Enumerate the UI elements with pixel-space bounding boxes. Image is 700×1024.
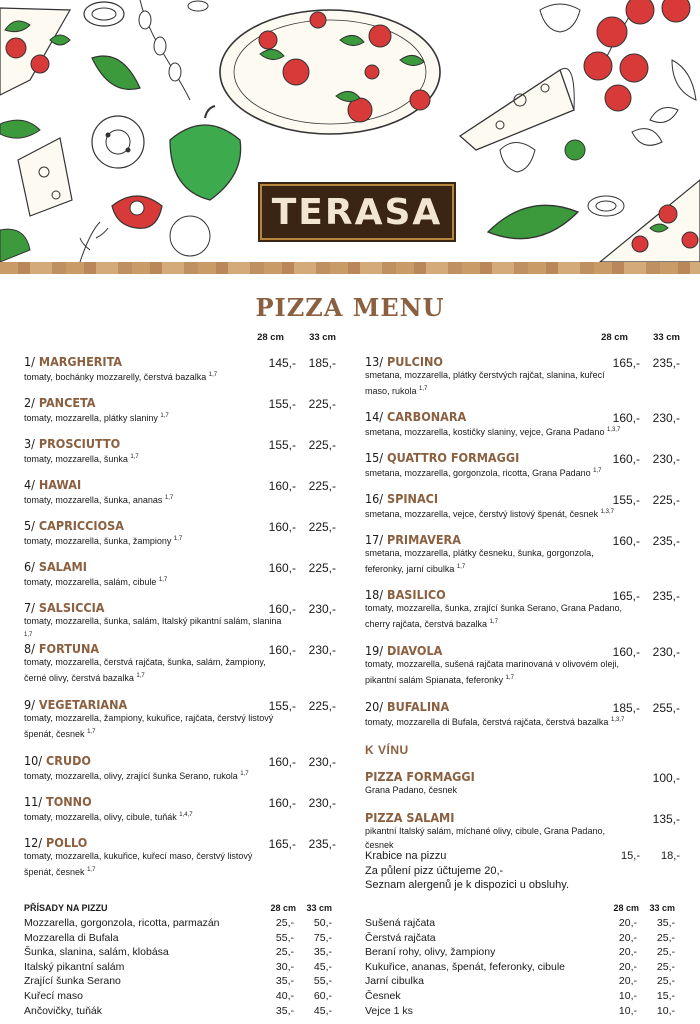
- pizza-number: 18/: [365, 587, 384, 602]
- pizza-ingredients: tomaty, mozzarella, plátky slaniny: [24, 413, 158, 423]
- pizza-name: QUATTRO FORMAGGI: [387, 450, 520, 465]
- allergen-note: Seznam alergenů je k dispozici u obsluhy.: [365, 879, 570, 891]
- logo-text: TERASA: [271, 191, 443, 233]
- size-28-label: 28 cm: [257, 332, 284, 343]
- pizza-name: VEGETARIANA: [38, 697, 128, 712]
- pizza-name: PRIMAVERA: [387, 532, 461, 547]
- pizza-column-left: [24, 332, 336, 877]
- pizza-price-33: 230,-: [308, 796, 336, 810]
- pizza-price-28: 160,-: [268, 561, 296, 575]
- pizza-ingredients: tomaty, mozzarella di Bufala, čerstvá rajčata, čerstvá bazalka: [365, 717, 609, 727]
- pizza-item: [24, 600, 336, 644]
- pizza-name: SALAMI: [38, 559, 87, 574]
- pizza-number: 11/: [24, 794, 43, 809]
- pizza-item: [24, 559, 336, 590]
- pizza-ingredients: tomaty, mozzarella, šunka, salám, Italský pikantní salám, slanina: [24, 616, 282, 626]
- topping-price-28: 20,-: [618, 960, 637, 973]
- topping-price-28: 10,-: [618, 989, 637, 1002]
- topping-price-33: 45,-: [313, 1004, 332, 1017]
- leaf-left-illustration: [0, 120, 40, 138]
- topping-row: [24, 975, 334, 990]
- pizza-price-28: 160,-: [612, 645, 640, 659]
- pizza-number: 2/: [24, 395, 35, 410]
- pizza-allergens: 1,7: [24, 631, 33, 638]
- tomato-half-illustration: [92, 116, 144, 168]
- topping-price-28: 20,-: [618, 917, 637, 929]
- pizza-item: [365, 587, 680, 631]
- topping-row: [24, 990, 334, 1005]
- size-28-label: 28 cm: [601, 332, 628, 343]
- topping-name: Sušená rajčata: [365, 917, 436, 929]
- pizza-ingredients: tomaty, mozzarella, salám, cibule: [24, 577, 157, 587]
- pizza-ingredients-line: [24, 809, 284, 825]
- topping-row: [24, 917, 334, 932]
- topping-price-28: 20,-: [618, 946, 637, 959]
- pizza-ingredients: smetana, mozzarella, gorgonzola, ricotta, Grana Padano: [365, 468, 591, 478]
- leaf-bottom-left-illustration: [0, 229, 30, 262]
- topping-price-28: 40,-: [275, 989, 294, 1002]
- extras-block: [365, 849, 680, 893]
- pizza-number: 5/: [24, 518, 35, 533]
- pizza-slice-left-illustration: [0, 8, 70, 95]
- pizza-number: 1/: [24, 354, 35, 369]
- topping-price-33: 45,-: [313, 960, 332, 973]
- pizza-slice-right-illustration: [600, 180, 700, 262]
- pizza-price-28: 165,-: [612, 589, 640, 603]
- pizza-ingredients-line: [24, 850, 284, 879]
- pizza-ingredients: tomaty, mozzarella, šunka: [24, 454, 128, 464]
- pizza-price-28: 160,-: [612, 534, 640, 548]
- k-vinu-item-name: PIZZA FORMAGGI: [365, 769, 475, 784]
- topping-row: [365, 975, 677, 990]
- pizza-price-33: 235,-: [652, 534, 680, 548]
- pizza-price-33: 235,-: [652, 589, 680, 603]
- topping-row: [24, 946, 334, 961]
- red-pepper-ring-illustration: [112, 196, 162, 228]
- size-33-label: 33 cm: [649, 903, 675, 913]
- pizza-price-33: 225,-: [308, 520, 336, 534]
- pizza-number: 12/: [24, 835, 43, 850]
- bowl-illustration: [84, 2, 124, 26]
- k-vinu-item-price: 100,-: [652, 771, 680, 785]
- pizza-allergens: 1,7: [240, 771, 249, 777]
- pizza-ingredients: tomaty, mozzarella, šunka, ananas: [24, 495, 163, 505]
- pizza-allergens: 1,7: [130, 454, 139, 460]
- toppings-header: [365, 903, 677, 917]
- pizza-number: 3/: [24, 436, 35, 451]
- size-33-label: 33 cm: [309, 332, 336, 343]
- pizza-ingredients-line: [24, 369, 284, 385]
- size-33-label: 33 cm: [653, 332, 680, 343]
- pizza-price-33: 225,-: [308, 699, 336, 713]
- pizza-price-28: 155,-: [612, 493, 640, 507]
- pizza-box-price-28: 15,-: [621, 850, 640, 862]
- topping-row: [365, 990, 677, 1005]
- pizza-price-33: 225,-: [308, 438, 336, 452]
- pizza-item: [24, 436, 336, 467]
- pizza-name: CRUDO: [46, 753, 91, 768]
- topping-name: Čerstvá rajčata: [365, 931, 436, 944]
- topping-row: [24, 961, 334, 976]
- pizza-ingredients-line: [24, 410, 284, 426]
- pizza-ingredients: tomaty, mozzarella, žampiony, kukuřice, rajčata, čerstvý listový špenát, česnek: [24, 713, 274, 739]
- page-title: PIZZA MENU: [255, 293, 445, 322]
- pizza-item: [365, 450, 680, 481]
- pizza-item: [365, 643, 680, 687]
- pizza-allergens: 1,7: [158, 577, 168, 583]
- pizza-ingredients-line: [24, 615, 284, 644]
- topping-price-28: 10,-: [618, 1004, 637, 1017]
- pizza-price-28: 155,-: [268, 699, 296, 713]
- pizza-name: MARGHERITA: [38, 354, 123, 369]
- pizza-price-33: 230,-: [652, 411, 680, 425]
- pizza-price-28: 155,-: [268, 438, 296, 452]
- pizza-ingredients-line: [365, 547, 625, 576]
- size-header-right: [365, 332, 680, 346]
- pizza-allergens: 1,7: [160, 413, 169, 419]
- toppings-heading: PŘÍSADY NA PIZZU: [24, 903, 108, 913]
- pizza-name: CARBONARA: [387, 409, 467, 424]
- pizza-price-28: 160,-: [268, 796, 296, 810]
- topping-price-33: 35,-: [313, 946, 332, 959]
- header-illustration: [0, 0, 700, 262]
- topping-price-33: 60,-: [313, 989, 332, 1002]
- topping-price-33: 75,-: [313, 931, 332, 944]
- pizza-price-33: 225,-: [308, 479, 336, 493]
- pizza-item: [365, 532, 680, 576]
- topping-price-33: 10,-: [656, 1004, 675, 1017]
- pizza-ingredients-line: [24, 451, 284, 467]
- pizza-ingredients-line: [24, 533, 284, 549]
- pizza-box-label: Krabice na pizzu: [365, 850, 447, 862]
- pizza-ingredients-line: [365, 465, 625, 481]
- pizza-name: POLLO: [46, 835, 88, 850]
- topping-name: Mozzarella di Bufala: [24, 931, 119, 944]
- pizza-column-right: [365, 332, 680, 891]
- basil-leaf-right-illustration: [488, 205, 578, 238]
- toppings-table-right: [365, 903, 677, 1019]
- cheese-wedge-illustration: [460, 68, 574, 150]
- pizza-number: 6/: [24, 559, 35, 574]
- pizza-allergens: 1,7: [173, 536, 183, 542]
- size-33-label: 33 cm: [306, 903, 332, 913]
- topping-row: [365, 1005, 677, 1020]
- topping-price-28: 25,-: [275, 946, 294, 959]
- pizza-number: 4/: [24, 477, 35, 492]
- topping-name: Mozzarella, gorgonzola, ricotta, parmazán: [24, 917, 220, 929]
- pizza-item: [365, 409, 680, 440]
- pizza-name: PULCINO: [387, 354, 443, 369]
- topping-price-28: 20,-: [618, 975, 637, 988]
- k-vinu-item-ingredients: pikantní Italský salám, míchané olivy, cibule, Grana Padano, česnek: [365, 826, 605, 850]
- topping-price-28: 35,-: [275, 1004, 294, 1017]
- pizza-price-33: 255,-: [652, 701, 680, 715]
- pizza-ingredients: smetana, mozzarella, kostičky slaniny, vejce, Grana Padano: [365, 427, 605, 437]
- pizza-ingredients-line: [24, 574, 284, 590]
- pizza-item: [24, 697, 336, 741]
- pizza-item: [24, 477, 336, 508]
- green-pepper-illustration: [170, 106, 241, 200]
- pizza-name: HAWAI: [38, 477, 82, 492]
- topping-name: Kuřecí maso: [24, 989, 83, 1002]
- pizza-price-28: 160,-: [268, 602, 296, 616]
- pizza-ingredients: smetana, mozzarella, plátky čerstvých rajčat, slanina, kuřecí maso, rukola: [365, 370, 605, 396]
- cheese-left-illustration: [18, 138, 72, 216]
- topping-row: [24, 1005, 334, 1020]
- pizza-ingredients: tomaty, mozzarella, sušená rajčata marinovaná v olivovém oleji, pikantní salám Spianata, feferonky: [365, 659, 619, 685]
- pizza-item: [24, 354, 336, 385]
- pizza-box-row: [365, 849, 680, 864]
- pizza-allergens: 1,7: [136, 672, 145, 679]
- k-vinu-item: [365, 769, 680, 798]
- topping-price-33: 25,-: [656, 960, 675, 973]
- half-pizza-note: Za půlení pizz účtujeme 20,-: [365, 864, 504, 877]
- pizza-price-28: 160,-: [268, 643, 296, 657]
- pizza-price-28: 160,-: [268, 755, 296, 769]
- pizza-name: TONNO: [46, 794, 92, 809]
- pizza-item: [24, 641, 336, 685]
- pizza-price-28: 165,-: [612, 356, 640, 370]
- pizza-number: 7/: [24, 600, 35, 615]
- pizza-price-28: 155,-: [268, 397, 296, 411]
- topping-row: [365, 946, 677, 961]
- topping-price-33: 35,-: [656, 917, 675, 929]
- pizza-price-33: 235,-: [652, 356, 680, 370]
- pizza-price-28: 160,-: [268, 520, 296, 534]
- topping-name: Kukuřice, ananas, špenát, feferonky, cibule: [365, 960, 566, 973]
- topping-row: [365, 961, 677, 976]
- onion-rings-illustration: [588, 196, 624, 216]
- pizza-price-28: 160,-: [612, 452, 640, 466]
- size-28-label: 28 cm: [270, 903, 296, 913]
- pizza-name: BASILICO: [387, 587, 446, 602]
- pizza-price-33: 225,-: [652, 493, 680, 507]
- pizza-price-33: 230,-: [308, 643, 336, 657]
- pizza-ingredients: smetana, mozzarella, vejce, čerstvý listový špenát, česnek: [365, 509, 599, 519]
- pizza-allergens: 1,3,7: [610, 717, 625, 723]
- terasa-logo: [260, 184, 454, 240]
- pizza-name: SALSICCIA: [38, 600, 105, 615]
- pizza-price-33: 230,-: [308, 602, 336, 616]
- topping-name: Šunka, slanina, salám, klobása: [24, 946, 169, 959]
- pizza-ingredients-line: [365, 424, 625, 440]
- pizza-name: PROSCIUTTO: [38, 436, 121, 451]
- pizza-box-price-33: 18,-: [661, 850, 680, 862]
- pizza-number: 15/: [365, 450, 384, 465]
- topping-price-28: 55,-: [275, 931, 294, 944]
- pizza-item: [365, 699, 680, 730]
- pizza-allergens: 1,3,7: [606, 427, 621, 433]
- pizza-number: 9/: [24, 697, 35, 712]
- pizza-name: PANCETA: [38, 395, 96, 410]
- pizza-ingredients-line: [365, 369, 625, 398]
- topping-row: [365, 932, 677, 947]
- pizza-price-33: 230,-: [652, 645, 680, 659]
- pizza-central-illustration: [220, 10, 440, 134]
- pizza-item: [24, 835, 336, 879]
- topping-price-33: 50,-: [313, 917, 332, 929]
- pizza-ingredients: tomaty, mozzarella, olivy, cibule, tuňák: [24, 812, 177, 822]
- topping-name: Česnek: [365, 989, 401, 1002]
- pizza-ingredients-line: [24, 712, 284, 741]
- k-vinu-heading: K VÍNU: [365, 743, 409, 757]
- pizza-ingredients-line: [24, 492, 284, 508]
- pizza-price-33: 225,-: [308, 561, 336, 575]
- pizza-number: 20/: [365, 699, 384, 714]
- topping-price-33: 25,-: [656, 946, 675, 959]
- topping-name: Vejce 1 ks: [365, 1004, 413, 1017]
- toppings-header: [24, 903, 334, 917]
- topping-name: Jarní cibulka: [365, 975, 424, 988]
- pizza-allergens: 1,7: [87, 728, 96, 735]
- pizza-item: [24, 753, 336, 784]
- pizza-price-33: 230,-: [308, 755, 336, 769]
- pizza-number: 13/: [365, 354, 384, 369]
- pizza-price-33: 235,-: [308, 837, 336, 851]
- pizza-allergens: 1,7: [505, 674, 514, 681]
- topping-name: Italský pikantní salám: [24, 960, 125, 973]
- topping-price-33: 55,-: [313, 975, 332, 988]
- pizza-name: CAPRICCIOSA: [38, 518, 124, 533]
- topping-row: [365, 917, 677, 932]
- pizza-price-28: 185,-: [612, 701, 640, 715]
- pizza-ingredients: tomaty, mozzarella, šunka, zrající šunka Serano, Grana Padano, cherry rajčata, čerstvá bazalka: [365, 603, 622, 629]
- pizza-number: 17/: [365, 532, 384, 547]
- pizza-allergens: 1,7: [593, 468, 602, 474]
- pizza-name: BUFALINA: [387, 699, 450, 714]
- pizza-allergens: 1,7: [456, 563, 466, 570]
- pizza-number: 8/: [24, 641, 35, 656]
- wood-divider: [0, 262, 700, 274]
- pizza-ingredients: tomaty, mozzarella, šunka, žampiony: [24, 536, 172, 546]
- pizza-ingredients-line: [365, 506, 625, 522]
- pizza-allergens: 1,7: [208, 372, 218, 378]
- pizza-item: [24, 395, 336, 426]
- pizza-ingredients: smetana, mozzarella, plátky česneku, šunka, gorgonzola, feferonky, jarní cibulka: [365, 548, 594, 574]
- topping-price-33: 25,-: [656, 975, 675, 988]
- pizza-name: SPINACI: [387, 491, 439, 506]
- k-vinu-item-name: PIZZA SALAMI: [365, 810, 455, 825]
- pizza-item: [24, 794, 336, 825]
- pizza-ingredients: tomaty, mozzarella, olivy, zrající šunka Serano, rukola: [24, 771, 238, 781]
- pizza-ingredients: tomaty, bochánky mozzarelly, čerstvá bazalka: [24, 372, 207, 382]
- pizza-price-33: 185,-: [308, 356, 336, 370]
- pizza-name: DIAVOLA: [387, 643, 443, 658]
- pizza-number: 19/: [365, 643, 384, 658]
- pizza-ingredients: tomaty, mozzarella, čerstvá rajčata, šunka, salám, žampiony, černé olivy, čerstvá bazalka: [24, 657, 266, 683]
- k-vinu-item-ingredients: Grana Padano, česnek: [365, 785, 458, 795]
- basil-leaf-illustration: [92, 56, 140, 89]
- pizza-price-33: 230,-: [652, 452, 680, 466]
- topping-price-33: 25,-: [656, 931, 675, 944]
- topping-price-28: 20,-: [618, 931, 637, 944]
- pizza-item: [24, 518, 336, 549]
- topping-name: Zrající šunka Serano: [24, 975, 121, 988]
- k-vinu-item: [365, 810, 680, 852]
- pizza-ingredients-line: [365, 658, 625, 687]
- topping-name: Beraní rohy, olivy, žampiony: [365, 946, 496, 959]
- pizza-name: FORTUNA: [38, 641, 100, 656]
- pizza-number: 16/: [365, 491, 384, 506]
- pizza-ingredients-line: [365, 714, 625, 730]
- pizza-ingredients-line: [24, 768, 284, 784]
- pizza-item: [365, 491, 680, 522]
- pizza-allergens: 1,7: [489, 618, 498, 625]
- pizza-ingredients-line: [24, 656, 284, 685]
- size-header-left: [24, 332, 336, 346]
- k-vinu-item-price: 135,-: [652, 812, 680, 826]
- toppings-table-left: [24, 903, 334, 1019]
- pizza-ingredients-line: [365, 602, 625, 631]
- topping-price-28: 25,-: [275, 917, 294, 929]
- topping-price-28: 30,-: [275, 960, 294, 973]
- topping-row: [24, 932, 334, 947]
- pizza-allergens: 1,3,7: [600, 509, 614, 515]
- pizza-allergens: 1,7: [419, 385, 428, 392]
- olive-branch-illustration: [139, 0, 208, 100]
- pizza-price-33: 225,-: [308, 397, 336, 411]
- pizza-price-28: 160,-: [268, 479, 296, 493]
- cherry-tomatoes-illustration: [584, 0, 690, 111]
- size-28-label: 28 cm: [613, 903, 639, 913]
- pizza-price-28: 145,-: [268, 356, 296, 370]
- pizza-number: 14/: [365, 409, 384, 424]
- topping-name: Ančovičky, tuňák: [24, 1004, 103, 1017]
- pizza-ingredients: tomaty, mozzarella, kukuřice, kuřecí maso, čerstvý listový špenát, česnek: [24, 851, 253, 877]
- pizza-number: 10/: [24, 753, 43, 768]
- pizza-item: [365, 354, 680, 398]
- topping-price-28: 35,-: [275, 975, 294, 988]
- pizza-allergens: 1,7: [87, 866, 96, 873]
- topping-price-33: 15,-: [656, 989, 675, 1002]
- pizza-allergens: 1,4,7: [179, 812, 193, 818]
- pizza-allergens: 1,7: [164, 495, 174, 501]
- pizza-price-28: 160,-: [612, 411, 640, 425]
- pizza-price-28: 165,-: [268, 837, 296, 851]
